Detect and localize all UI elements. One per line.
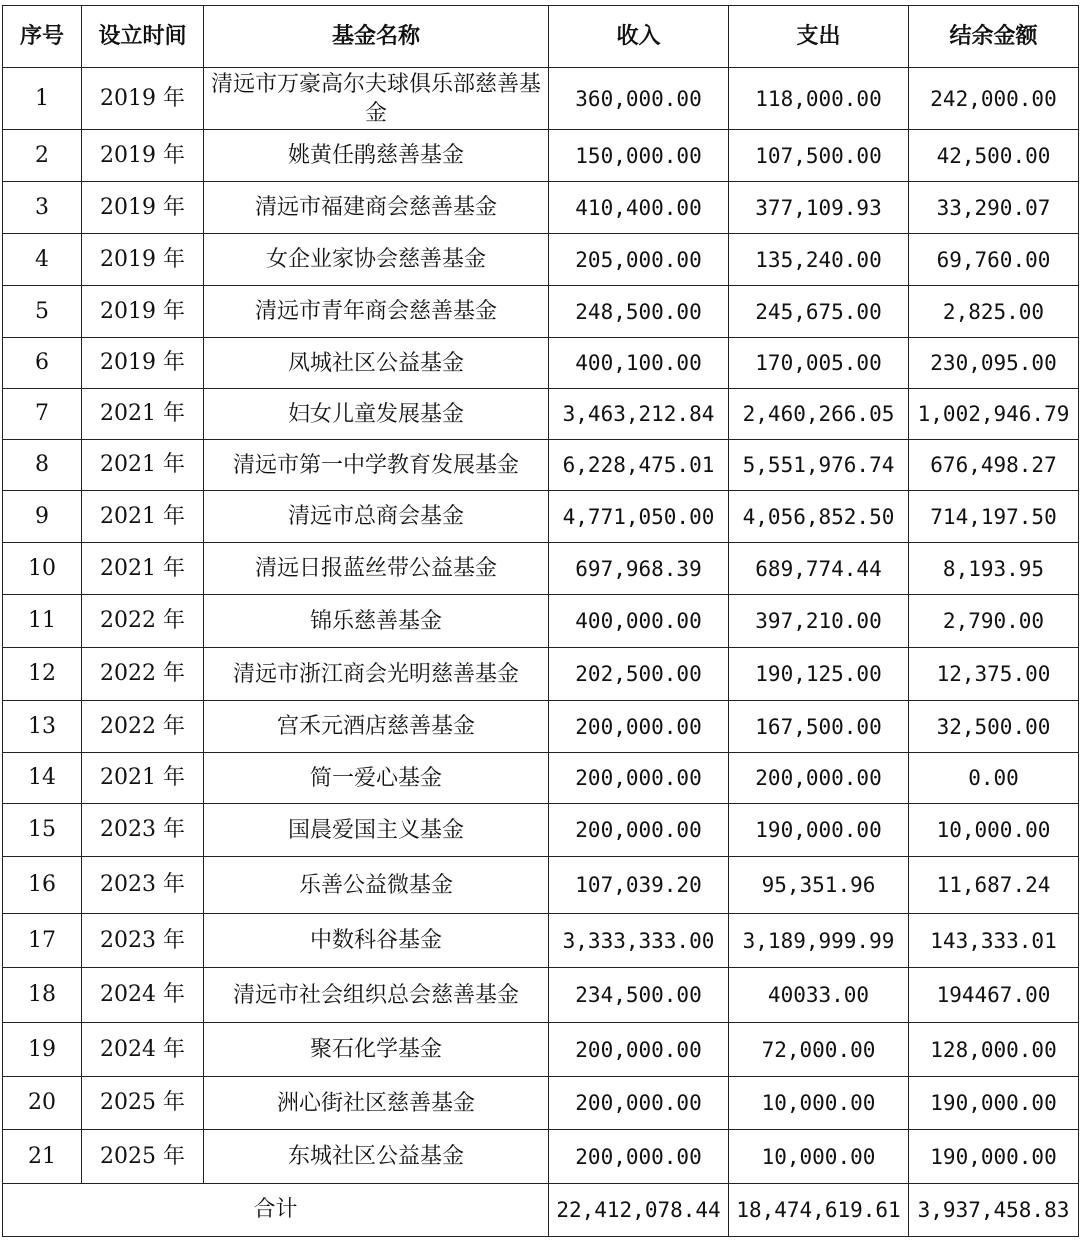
cell-expense: 377,109.93: [729, 182, 909, 234]
cell-income: 205,000.00: [549, 234, 729, 286]
cell-no: 1: [3, 68, 82, 130]
cell-balance: 190,000.00: [909, 1130, 1079, 1184]
cell-income: 200,000.00: [549, 701, 729, 753]
fund-table: [2, 5, 1079, 1237]
cell-year: 2024 年: [82, 968, 204, 1023]
cell-fund-name: 清远市万豪高尔夫球俱乐部慈善基金: [204, 68, 549, 130]
cell-expense: 135,240.00: [729, 234, 909, 286]
table-row: [3, 753, 1079, 804]
cell-fund-name: 中数科谷基金: [204, 914, 549, 968]
cell-no: 6: [3, 338, 82, 389]
cell-balance: 8,193.95: [909, 543, 1079, 595]
cell-balance: 33,290.07: [909, 182, 1079, 234]
table-row: [3, 182, 1079, 234]
cell-fund-name: 乐善公益微基金: [204, 857, 549, 914]
cell-income: 200,000.00: [549, 804, 729, 857]
cell-year: 2024 年: [82, 1023, 204, 1077]
cell-income: 400,100.00: [549, 338, 729, 389]
cell-year: 2023 年: [82, 804, 204, 857]
cell-fund-name: 姚黄任鹃慈善基金: [204, 130, 549, 182]
table-row: [3, 914, 1079, 968]
cell-no: 14: [3, 753, 82, 804]
cell-balance: 1,002,946.79: [909, 389, 1079, 440]
cell-expense: 200,000.00: [729, 753, 909, 804]
cell-income: 202,500.00: [549, 648, 729, 701]
cell-no: 18: [3, 968, 82, 1023]
table-row: [3, 338, 1079, 389]
header-balance: 结余金额: [909, 6, 1079, 68]
cell-balance: 0.00: [909, 753, 1079, 804]
table-row: [3, 1077, 1079, 1130]
cell-expense: 72,000.00: [729, 1023, 909, 1077]
cell-year: 2023 年: [82, 857, 204, 914]
total-income: 22,412,078.44: [549, 1184, 729, 1237]
cell-year: 2022 年: [82, 595, 204, 648]
cell-income: 697,968.39: [549, 543, 729, 595]
table-row: [3, 648, 1079, 701]
table-row: [3, 491, 1079, 543]
cell-expense: 5,551,976.74: [729, 440, 909, 491]
cell-fund-name: 清远市福建商会慈善基金: [204, 182, 549, 234]
cell-balance: 242,000.00: [909, 68, 1079, 130]
header-name: 基金名称: [204, 6, 549, 68]
table-body: [3, 68, 1079, 1184]
cell-no: 16: [3, 857, 82, 914]
table-row: [3, 1130, 1079, 1184]
cell-no: 17: [3, 914, 82, 968]
cell-no: 2: [3, 130, 82, 182]
cell-income: 4,771,050.00: [549, 491, 729, 543]
cell-balance: 12,375.00: [909, 648, 1079, 701]
cell-fund-name: 简一爱心基金: [204, 753, 549, 804]
cell-fund-name: 清远市青年商会慈善基金: [204, 286, 549, 338]
cell-no: 19: [3, 1023, 82, 1077]
table-row: [3, 804, 1079, 857]
cell-balance: 190,000.00: [909, 1077, 1079, 1130]
cell-income: 6,228,475.01: [549, 440, 729, 491]
cell-no: 11: [3, 595, 82, 648]
cell-year: 2025 年: [82, 1130, 204, 1184]
cell-balance: 32,500.00: [909, 701, 1079, 753]
cell-no: 8: [3, 440, 82, 491]
cell-no: 9: [3, 491, 82, 543]
cell-income: 200,000.00: [549, 1077, 729, 1130]
cell-balance: 676,498.27: [909, 440, 1079, 491]
cell-balance: 2,790.00: [909, 595, 1079, 648]
header-no: 序号: [3, 6, 82, 68]
cell-year: 2025 年: [82, 1077, 204, 1130]
cell-balance: 143,333.01: [909, 914, 1079, 968]
cell-fund-name: 东城社区公益基金: [204, 1130, 549, 1184]
cell-year: 2019 年: [82, 338, 204, 389]
cell-income: 410,400.00: [549, 182, 729, 234]
table-row: [3, 595, 1079, 648]
cell-expense: 245,675.00: [729, 286, 909, 338]
cell-year: 2019 年: [82, 286, 204, 338]
table-row: [3, 286, 1079, 338]
cell-no: 12: [3, 648, 82, 701]
cell-year: 2021 年: [82, 440, 204, 491]
cell-expense: 10,000.00: [729, 1130, 909, 1184]
total-balance: 3,937,458.83: [909, 1184, 1079, 1237]
cell-no: 20: [3, 1077, 82, 1130]
cell-year: 2021 年: [82, 753, 204, 804]
cell-no: 3: [3, 182, 82, 234]
cell-no: 7: [3, 389, 82, 440]
cell-fund-name: 洲心街社区慈善基金: [204, 1077, 549, 1130]
cell-expense: 689,774.44: [729, 543, 909, 595]
cell-fund-name: 宫禾元酒店慈善基金: [204, 701, 549, 753]
cell-expense: 397,210.00: [729, 595, 909, 648]
cell-income: 150,000.00: [549, 130, 729, 182]
total-row: [3, 1184, 1079, 1237]
cell-year: 2022 年: [82, 648, 204, 701]
cell-fund-name: 清远市浙江商会光明慈善基金: [204, 648, 549, 701]
cell-income: 248,500.00: [549, 286, 729, 338]
cell-income: 234,500.00: [549, 968, 729, 1023]
cell-expense: 118,000.00: [729, 68, 909, 130]
cell-expense: 190,000.00: [729, 804, 909, 857]
cell-fund-name: 聚石化学基金: [204, 1023, 549, 1077]
cell-fund-name: 女企业家协会慈善基金: [204, 234, 549, 286]
total-label: 合计: [3, 1184, 549, 1237]
cell-balance: 42,500.00: [909, 130, 1079, 182]
cell-fund-name: 清远日报蓝丝带公益基金: [204, 543, 549, 595]
table-row: [3, 234, 1079, 286]
cell-balance: 230,095.00: [909, 338, 1079, 389]
cell-year: 2021 年: [82, 389, 204, 440]
cell-fund-name: 清远市社会组织总会慈善基金: [204, 968, 549, 1023]
cell-no: 15: [3, 804, 82, 857]
cell-balance: 128,000.00: [909, 1023, 1079, 1077]
cell-expense: 95,351.96: [729, 857, 909, 914]
cell-income: 400,000.00: [549, 595, 729, 648]
cell-no: 21: [3, 1130, 82, 1184]
cell-expense: 170,005.00: [729, 338, 909, 389]
cell-income: 200,000.00: [549, 1023, 729, 1077]
cell-expense: 40033.00: [729, 968, 909, 1023]
header-expense: 支出: [729, 6, 909, 68]
cell-year: 2021 年: [82, 491, 204, 543]
cell-balance: 714,197.50: [909, 491, 1079, 543]
header-row: [3, 6, 1079, 68]
table-row: [3, 543, 1079, 595]
table-row: [3, 1023, 1079, 1077]
cell-fund-name: 清远市总商会基金: [204, 491, 549, 543]
cell-year: 2022 年: [82, 701, 204, 753]
cell-fund-name: 国晨爱国主义基金: [204, 804, 549, 857]
cell-expense: 4,056,852.50: [729, 491, 909, 543]
cell-expense: 190,125.00: [729, 648, 909, 701]
cell-balance: 69,760.00: [909, 234, 1079, 286]
cell-expense: 10,000.00: [729, 1077, 909, 1130]
cell-balance: 194467.00: [909, 968, 1079, 1023]
cell-fund-name: 妇女儿童发展基金: [204, 389, 549, 440]
header-year: 设立时间: [82, 6, 204, 68]
cell-fund-name: 清远市第一中学教育发展基金: [204, 440, 549, 491]
cell-no: 4: [3, 234, 82, 286]
cell-expense: 107,500.00: [729, 130, 909, 182]
table-row: [3, 968, 1079, 1023]
cell-year: 2019 年: [82, 68, 204, 130]
cell-balance: 10,000.00: [909, 804, 1079, 857]
total-expense: 18,474,619.61: [729, 1184, 909, 1237]
cell-fund-name: 凤城社区公益基金: [204, 338, 549, 389]
cell-expense: 2,460,266.05: [729, 389, 909, 440]
cell-no: 13: [3, 701, 82, 753]
cell-year: 2019 年: [82, 182, 204, 234]
table-row: [3, 440, 1079, 491]
header-income: 收入: [549, 6, 729, 68]
cell-income: 3,463,212.84: [549, 389, 729, 440]
cell-expense: 3,189,999.99: [729, 914, 909, 968]
cell-income: 200,000.00: [549, 1130, 729, 1184]
cell-balance: 11,687.24: [909, 857, 1079, 914]
cell-year: 2019 年: [82, 234, 204, 286]
cell-income: 107,039.20: [549, 857, 729, 914]
cell-no: 5: [3, 286, 82, 338]
cell-income: 200,000.00: [549, 753, 729, 804]
cell-no: 10: [3, 543, 82, 595]
table-row: [3, 389, 1079, 440]
cell-income: 360,000.00: [549, 68, 729, 130]
cell-income: 3,333,333.00: [549, 914, 729, 968]
table-row: [3, 68, 1079, 130]
table-row: [3, 857, 1079, 914]
cell-balance: 2,825.00: [909, 286, 1079, 338]
cell-expense: 167,500.00: [729, 701, 909, 753]
cell-year: 2023 年: [82, 914, 204, 968]
cell-year: 2019 年: [82, 130, 204, 182]
table-row: [3, 130, 1079, 182]
cell-fund-name: 锦乐慈善基金: [204, 595, 549, 648]
cell-year: 2021 年: [82, 543, 204, 595]
table-row: [3, 701, 1079, 753]
